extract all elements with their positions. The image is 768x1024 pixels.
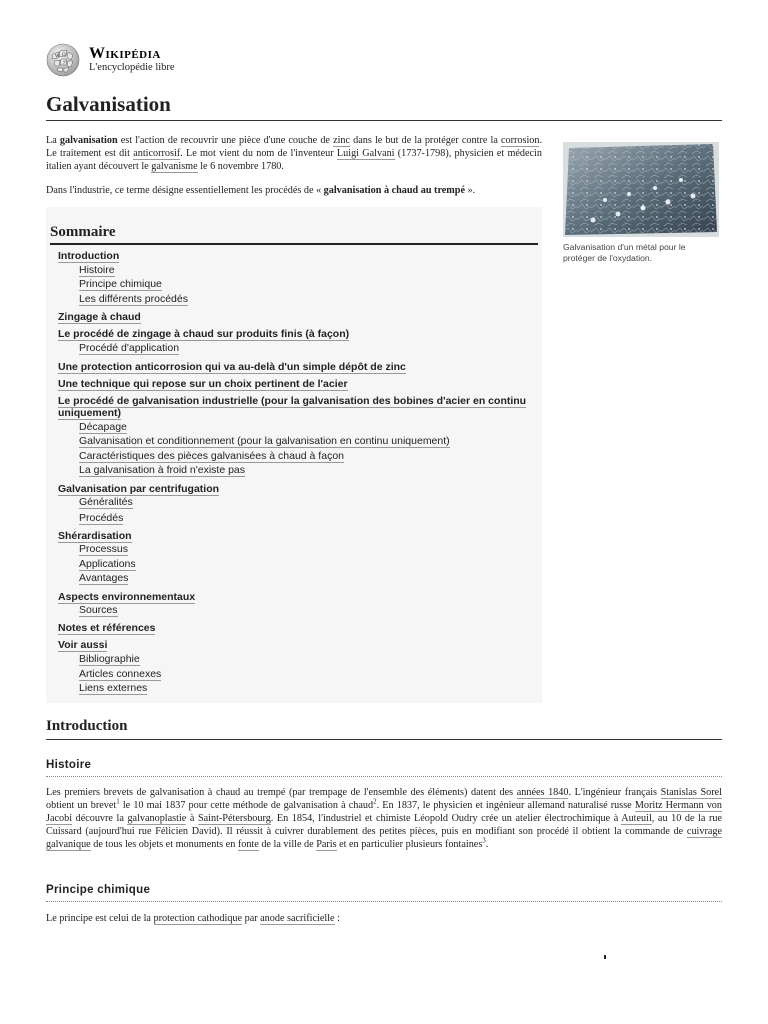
page-title: Galvanisation [46, 92, 171, 116]
link-corrosion[interactable]: corrosion [500, 135, 540, 146]
link-moritz-hermann-von-jacobi[interactable]: Moritz Hermann von Jacobi [46, 800, 722, 824]
bold-term: galvanisation à chaud au trempé [323, 185, 465, 196]
toc-item-procede-application[interactable] [79, 342, 179, 354]
toc-item-label: Voir aussi [58, 639, 108, 651]
text: . En 1854, l'industriel et chimiste Léopold Oudry crée un atelier électrochimique à [270, 813, 622, 824]
toc-item-decapage[interactable] [79, 421, 127, 433]
toc-item-applications[interactable] [79, 558, 136, 570]
link-annees-1840[interactable]: années 1840 [516, 787, 569, 798]
link-anticorrosif[interactable]: anticorrosif [133, 148, 181, 159]
link-anode-sacrificielle[interactable]: anode sacrificielle [260, 913, 335, 924]
toc-item-histoire[interactable] [79, 264, 115, 276]
toc-item-label: Galvanisation par centrifugation [58, 483, 220, 495]
intro-paragraph-2 [46, 184, 542, 197]
table-of-contents [46, 207, 542, 703]
link-galvanoplastie[interactable]: galvanoplastie [127, 813, 187, 824]
toc-item-label: Le procédé de galvanisation industrielle (pour la galvanisation des bobines d'acier en continu uniquement) [58, 395, 527, 419]
toc-item-sherardisation[interactable] [58, 530, 132, 542]
link-stanislas-sorel[interactable]: Stanislas Sorel [660, 787, 722, 798]
toc-item-label: Sources [79, 604, 118, 616]
toc-item-label: Liens externes [79, 682, 148, 694]
principe-paragraph [46, 912, 722, 925]
text: . En 1837, le physicien et ingénieur allemand naturalisé russe [376, 800, 635, 811]
toc-item-zingage-produits-finis[interactable] [58, 328, 349, 340]
section-divider [46, 739, 722, 740]
footnote-ref-3[interactable]: 3 [482, 836, 486, 845]
subsection-heading-histoire: Histoire [46, 759, 92, 771]
text: le 6 novembre 1780. [197, 161, 284, 172]
subsection-divider [46, 776, 722, 777]
formula-fragment [604, 955, 606, 959]
text: le 10 mai 1837 pour cette méthode de galvanisation à chaud [119, 800, 374, 811]
toc-item-voir-aussi[interactable] [58, 639, 107, 651]
wikipedia-tagline: L'encyclopédie libre [89, 62, 175, 73]
link-paris[interactable]: Paris [316, 839, 337, 850]
wikipedia-logo[interactable] [45, 42, 265, 78]
text: Les premiers brevets de galvanisation à chaud au trempé (par trempage de l'ensemble des éléments) datent des [46, 787, 517, 798]
link-galvanisme[interactable]: galvanisme [151, 161, 198, 172]
title-divider [46, 120, 722, 121]
text: et en particulier plusieurs fontaines [336, 839, 483, 850]
toc-title: Sommaire [50, 224, 116, 240]
intro-paragraph-1 [46, 134, 542, 173]
toc-item-sources[interactable] [79, 604, 118, 616]
text: est l'action de recouvrir une pièce d'une couche de [117, 135, 334, 146]
subsection-heading-principe-chimique: Principe chimique [46, 884, 151, 896]
toc-item-differents-procedes[interactable] [79, 293, 188, 305]
toc-item-label: Bibliographie [79, 653, 140, 665]
toc-item-notes-references[interactable] [58, 622, 155, 634]
toc-item-zingage-a-chaud[interactable] [58, 311, 141, 323]
toc-item-label: Histoire [79, 264, 115, 276]
toc-item-generalites[interactable] [79, 496, 133, 508]
svg-text:Ω: Ω [62, 53, 66, 58]
figure-caption: Galvanisation d'un métal pour le protéger de l'oxydation. [563, 242, 686, 263]
section-heading-introduction: Introduction [46, 718, 128, 734]
toc-item-bibliographie[interactable] [79, 653, 140, 665]
toc-item-galvanisation-industrielle[interactable] [58, 395, 536, 419]
histoire-paragraph [46, 786, 722, 851]
link-protection-cathodique[interactable]: protection cathodique [153, 913, 243, 924]
toc-item-label: Caractéristiques des pièces galvanisées à chaud à façon [79, 450, 344, 462]
text: Le principe est celui de la [46, 913, 154, 924]
footnote-ref-2[interactable]: 2 [373, 797, 377, 806]
toc-item-label: Le procédé de zingage à chaud sur produits finis (à façon) [58, 328, 350, 340]
text: de tous les objets et monuments en [90, 839, 238, 850]
text: obtient un brevet [46, 800, 117, 811]
toc-item-liens-externes[interactable] [79, 682, 147, 694]
toc-item-aspects-environnementaux[interactable] [58, 591, 195, 603]
link-fonte[interactable]: fonte [237, 839, 259, 850]
text: . L'ingénieur français [568, 787, 661, 798]
toc-item-label: Principe chimique [79, 278, 162, 290]
text: de la ville de [258, 839, 317, 850]
toc-item-introduction[interactable] [58, 250, 119, 262]
svg-text:ア: ア [62, 61, 67, 66]
toc-item-label: Une technique qui repose sur un choix pertinent de l'acier [58, 378, 348, 390]
toc-item-protection-anticorrosion[interactable] [58, 361, 406, 373]
toc-item-label: Galvanisation et conditionnement (pour la galvanisation en continu uniquement) [79, 435, 450, 447]
link-saint-petersbourg[interactable]: Saint-Pétersbourg [197, 813, 271, 824]
link-zinc[interactable]: zinc [333, 135, 351, 146]
text: (1737-1798), physicien et médecin italien ayant découvert le [46, 148, 542, 172]
galvanized-metal-image[interactable] [563, 142, 719, 237]
link-luigi-galvani[interactable]: Luigi Galvani [336, 148, 395, 159]
toc-item-label: Les différents procédés [79, 293, 188, 305]
text: Dans l'industrie, ce terme désigne essentiellement les procédés de « [46, 185, 324, 196]
toc-item-principe-chimique[interactable] [79, 278, 162, 290]
text: découvre la [72, 813, 128, 824]
footnote-ref-1[interactable]: 1 [116, 797, 120, 806]
toc-item-choix-acier[interactable] [58, 378, 348, 390]
text: . Le mot vient du nom de l'inventeur [180, 148, 337, 159]
toc-item-label: Introduction [58, 250, 120, 262]
toc-item-centrifugation[interactable] [58, 483, 219, 495]
wikipedia-globe-icon [45, 42, 81, 78]
toc-item-label: Généralités [79, 496, 133, 508]
link-auteuil[interactable]: Auteuil [621, 813, 652, 824]
toc-item-label: La galvanisation à froid n'existe pas [79, 464, 246, 476]
toc-item-galvanisation-a-froid[interactable] [79, 464, 245, 476]
subsection-divider [46, 901, 722, 902]
text: : [334, 913, 340, 924]
toc-item-label: Zingage à chaud [58, 311, 141, 323]
toc-item-procedes[interactable] [79, 512, 123, 524]
toc-item-label: Processus [79, 543, 129, 555]
toc-item-label: Une protection anticorrosion qui va au-delà d'un simple dépôt de zinc [58, 361, 406, 373]
toc-item-label: Shérardisation [58, 530, 132, 542]
toc-item-processus[interactable] [79, 543, 128, 555]
toc-item-caracteristiques[interactable] [79, 450, 344, 462]
text: à [186, 813, 198, 824]
toc-item-label: Avantages [79, 572, 129, 584]
toc-item-label: Aspects environnementaux [58, 591, 196, 603]
toc-divider [50, 243, 538, 245]
toc-item-avantages[interactable] [79, 572, 128, 584]
toc-item-label: Procédé d'application [79, 342, 180, 354]
article-figure [563, 142, 719, 264]
bold-term: galvanisation [59, 135, 118, 146]
text: dans le but de la protéger contre la [350, 135, 501, 146]
toc-item-label: Procédés [79, 512, 124, 524]
toc-item-label: Applications [79, 558, 136, 570]
text: La [46, 135, 60, 146]
link-cuivrage-galvanique[interactable]: cuivrage galvanique [46, 826, 722, 850]
toc-item-galvanisation-conditionnement[interactable] [79, 435, 450, 447]
svg-text:W: W [55, 54, 60, 60]
toc-item-label: Notes et références [58, 622, 156, 634]
text: . Le traitement est dit [46, 135, 543, 159]
toc-item-label: Articles connexes [79, 668, 162, 680]
text: ». [464, 185, 476, 196]
toc-item-articles-connexes[interactable] [79, 668, 161, 680]
text: , au 10 de la rue Cuissard (aujourd'hui rue Félicien David). Il réussit à cuivrer durablement des petites pièces, puis en modifiant son procédé il obtient la commande de [46, 813, 722, 837]
wikipedia-wordmark: Wikipédia [89, 45, 161, 62]
toc-item-label: Décapage [79, 421, 127, 433]
text: par [242, 913, 261, 924]
text: . [485, 839, 489, 850]
